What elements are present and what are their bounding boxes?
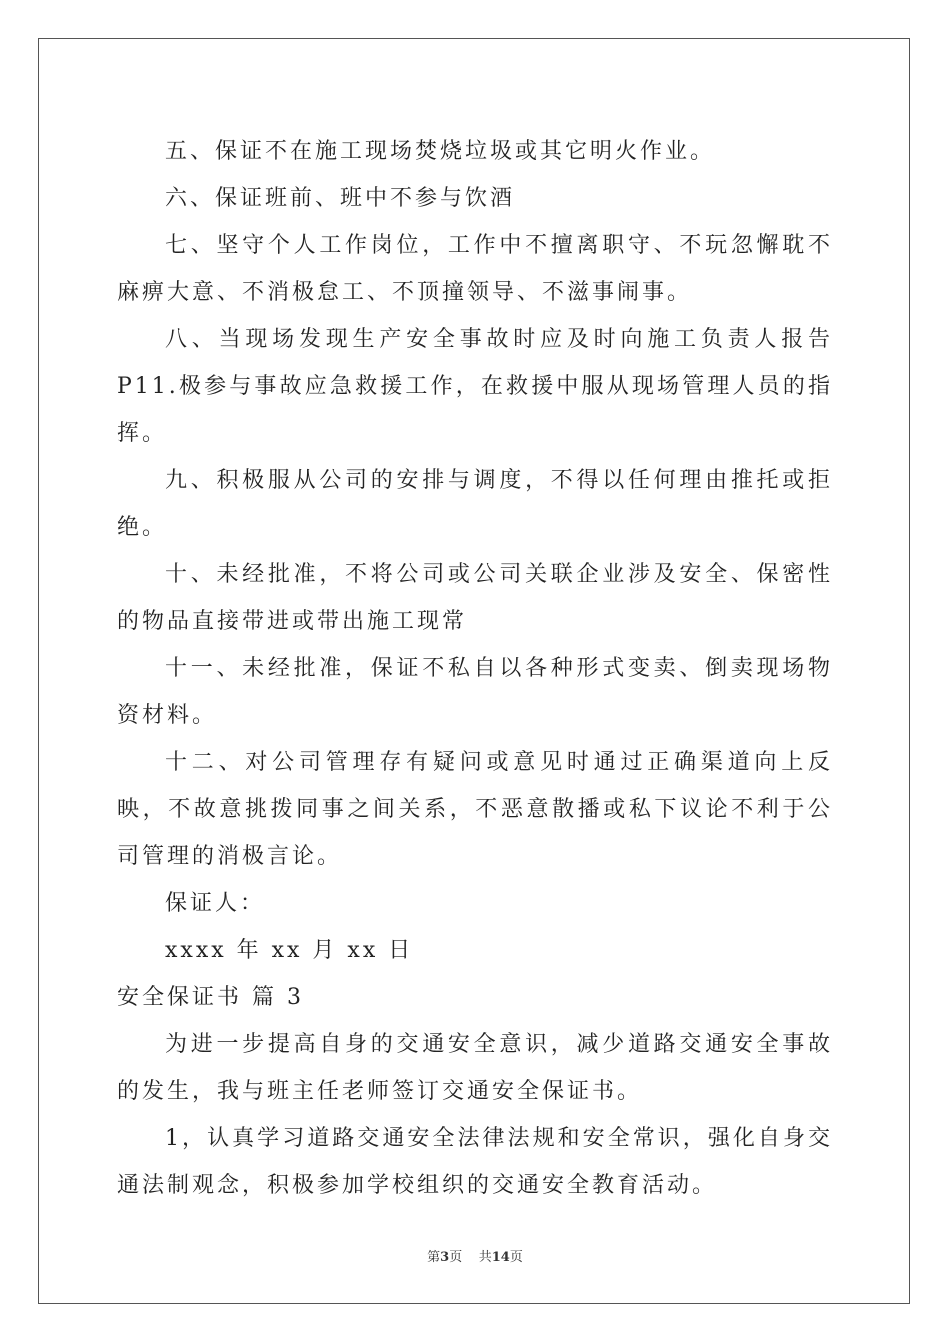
paragraph: 十一、未经批准，保证不私自以各种形式变卖、倒卖现场物资材料。: [117, 656, 833, 728]
page-footer: 第3页 共14页: [427, 1250, 523, 1265]
guarantor-label: 保证人：: [165, 891, 266, 916]
paragraph: 七、坚守个人工作岗位，工作中不擅离职守、不玩忽懈耽不麻痹大意、不消极怠工、不顶撞领导、不滋事闹事。: [117, 233, 833, 305]
paragraph: 八、当现场发现生产安全事故时应及时向施工负责人报告 P11.极参与事故应急救援工作，在救援中服从现场管理人员的指挥。: [117, 327, 833, 446]
document-body: [117, 128, 833, 1209]
paragraph: 为进一步提高自身的交通安全意识，减少道路交通安全事故的发生，我与班主任老师签订交通安全保证书。: [117, 1032, 833, 1104]
total-pages-number: 14: [491, 1250, 510, 1265]
date-line: xxxx 年 xx 月 xx 日: [165, 938, 414, 963]
paragraph: 九、积极服从公司的安排与调度，不得以任何理由推托或拒绝。: [117, 468, 833, 540]
current-page-number: 3: [440, 1250, 450, 1265]
paragraph: 1，认真学习道路交通安全法律法规和安全常识，强化自身交通法制观念，积极参加学校组织的交通安全教育活动。: [117, 1126, 833, 1198]
paragraph: 五、保证不在施工现场焚烧垃圾或其它明火作业。: [165, 139, 716, 164]
paragraph: 十、未经批准，不将公司或公司关联企业涉及安全、保密性的物品直接带进或带出施工现常: [117, 562, 833, 634]
section-title: 安全保证书 篇 3: [117, 985, 304, 1010]
paragraph: 六、保证班前、班中不参与饮酒: [165, 186, 516, 211]
paragraph: 十二、对公司管理存有疑问或意见时通过正确渠道向上反映，不故意挑拨同事之间关系，不恶意散播或私下议论不利于公司管理的消极言论。: [117, 750, 833, 869]
